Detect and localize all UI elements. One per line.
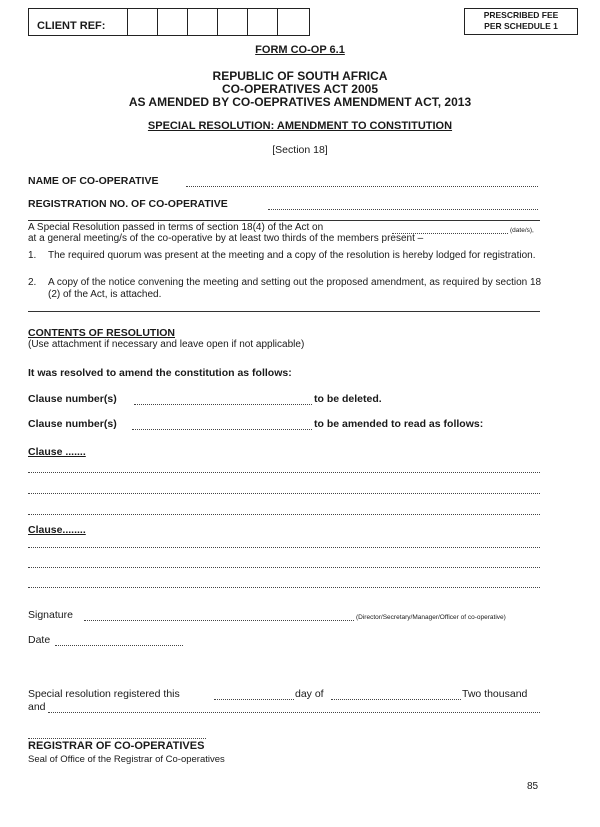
registered-month-field[interactable] <box>331 699 461 700</box>
signature-field[interactable] <box>84 620 354 621</box>
registered-text-d: and <box>28 701 46 713</box>
client-ref-cell[interactable] <box>187 9 218 35</box>
item-2-text: A copy of the notice convening the meeting and setting out the proposed amendment, as required by section 18 (2) of the Act, is attached. <box>48 277 542 300</box>
prescribed-fee-line1: PRESCRIBED FEE <box>483 10 559 20</box>
client-ref-cell[interactable] <box>157 9 188 35</box>
form-number: FORM CO-OP 6.1 <box>255 44 345 56</box>
name-label: NAME OF CO-OPERATIVE <box>28 175 159 187</box>
registration-field[interactable] <box>268 209 538 210</box>
registered-text-a: Special resolution registered this <box>28 688 180 700</box>
registered-year-field[interactable] <box>48 712 540 713</box>
item-2-number: 2. <box>28 277 37 288</box>
contents-heading: CONTENTS OF RESOLUTION <box>28 327 175 339</box>
client-ref-cell[interactable] <box>247 9 278 35</box>
clause-1-label: Clause ....... <box>28 446 86 458</box>
page-number: 85 <box>527 781 539 792</box>
contents-note: (Use attachment if necessary and leave open if not applicable) <box>28 339 305 350</box>
registered-day-field[interactable] <box>214 699 294 700</box>
clause-amended-label: Clause number(s) <box>28 418 117 430</box>
header-line-1: REPUBLIC OF SOUTH AFRICA <box>212 69 388 83</box>
item-1-text: The required quorum was present at the meeting and a copy of the resolution is hereby lodged for registration. <box>48 250 536 261</box>
resolution-dates-note: (date/s), <box>510 227 534 234</box>
item-1-number: 1. <box>28 250 37 261</box>
client-ref-label: CLIENT REF: <box>37 20 106 32</box>
clause-2-line[interactable] <box>28 567 540 568</box>
client-ref-cell[interactable] <box>217 9 248 35</box>
clause-1-line[interactable] <box>28 493 540 494</box>
clause-1-line[interactable] <box>28 514 540 515</box>
clause-amended-suffix: to be amended to read as follows: <box>314 418 484 430</box>
registered-text-b: day of <box>295 688 324 700</box>
prescribed-fee-box <box>464 8 578 35</box>
registered-text-c: Two thousand <box>462 688 528 700</box>
clause-2-label: Clause........ <box>28 524 86 536</box>
date-field[interactable] <box>55 645 183 646</box>
resolution-line-2: at a general meeting/s of the co-operative by at least two thirds of the members present – <box>28 233 424 244</box>
registrar-label: REGISTRAR OF CO-OPERATIVES <box>28 740 205 752</box>
clause-deleted-label: Clause number(s) <box>28 393 117 405</box>
resolution-line-1: A Special Resolution passed in terms of section 18(4) of the Act on <box>28 222 324 233</box>
date-label: Date <box>28 634 51 646</box>
client-ref-cell[interactable] <box>277 9 308 35</box>
clause-1-line[interactable] <box>28 472 540 473</box>
name-field[interactable] <box>186 186 538 187</box>
section-reference: [Section 18] <box>272 144 328 156</box>
divider <box>28 311 540 312</box>
client-ref-box <box>28 8 310 36</box>
prescribed-fee-line2: PER SCHEDULE 1 <box>484 21 558 31</box>
signature-note: (Director/Secretary/Manager/Officer of co-operative) <box>356 614 506 621</box>
clause-amended-field[interactable] <box>132 429 312 430</box>
registrar-signature-field[interactable] <box>28 738 206 739</box>
seal-label: Seal of Office of the Registrar of Co-operatives <box>28 754 225 765</box>
registration-label: REGISTRATION NO. OF CO-OPERATIVE <box>28 198 228 210</box>
header-line-2: CO-OPERATIVES ACT 2005 <box>221 82 379 96</box>
clause-deleted-suffix: to be deleted. <box>314 393 382 405</box>
divider <box>28 220 540 221</box>
clause-deleted-field[interactable] <box>134 404 312 405</box>
client-ref-cell[interactable] <box>127 9 158 35</box>
clause-2-line[interactable] <box>28 547 540 548</box>
clause-2-line[interactable] <box>28 587 540 588</box>
header-line-3: AS AMENDED BY CO-OEPRATIVES AMENDMENT ACT, 2013 <box>128 95 472 109</box>
resolved-text: It was resolved to amend the constitution as follows: <box>28 367 292 379</box>
signature-label: Signature <box>28 609 73 621</box>
form-subtitle: SPECIAL RESOLUTION: AMENDMENT TO CONSTITUTION <box>147 120 453 132</box>
